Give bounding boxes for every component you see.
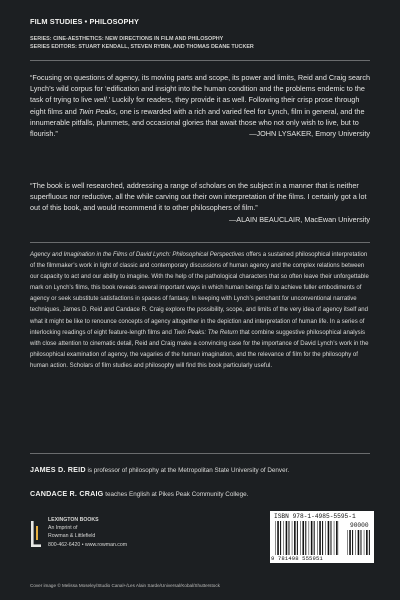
blurb-1 [30,72,370,139]
author-2-name: CANDACE R. CRAIG [30,489,104,498]
publisher-block [30,516,180,566]
middle-divider [30,242,370,243]
publisher-text [48,516,127,549]
category-line: FILM STUDIES • PHILOSOPHY [30,17,139,26]
author-bio-2 [30,489,370,498]
book-description [30,250,370,372]
isbn-number: ISBN 978-1-4985-5595-1 [274,513,356,520]
blurb-2 [30,180,370,225]
price-code: 90000 [350,522,369,529]
twin-peaks-return-italic: Twin Peaks: The Return [173,329,238,336]
isbn-barcode [270,511,374,563]
ean-digits: 9 781498 555951 [271,555,323,562]
barcode-bars [275,521,339,555]
description-part-2: that combine suggestive philosophical analysis with close attention to cinematic detail, Reid and Craig make a convincing case for the importance of David Lynch’s work in the philosophical examination of agency, the vagaries of the human imagination, and the relevance of film for the philosophy of human action. Scholars of film studies and philosophy will find this book particularly useful. [30,329,369,369]
blurb-2-text: “The book is well researched, addressing a range of scholars on the subject in a manner that is neither superfluous nor reductive, all the while carving out their own interpretation of the films. I certainly got a lot out of this book, and would recommend it to other philosophers of film.” [30,181,367,213]
author-1-name: JAMES D. REID [30,465,86,474]
blurb-1-text-a: “Focusing on questions of agency, its moving parts and scope, its power and limits, Reid and Craig search Lynch’s wild corpus for ‘edification and insight into the human condition and the problems endemic to the task of trying to live [30,73,370,105]
cover-image-credit: Cover image © Melissa Moseley/Studio Canal+/Les Alain Sarde/Universal/Kobal/Shutterstock [30,583,220,588]
publisher-imprint-line: An Imprint of [48,525,78,532]
blurb-1-emphasis: well [94,95,107,105]
blurb-1-text-b: .’ Luckily for readers, they provide it as well. Following their crisp prose through eight films and [30,95,360,116]
series-info [30,35,375,52]
blurb-1-attribution: —JOHN LYSAKER, Emory University [249,129,370,139]
lower-divider [30,453,370,454]
cover-header [30,17,375,52]
lexington-logo-icon [30,521,42,547]
series-title: SERIES: CINE-AESTHETICS: NEW DIRECTIONS IN FILM AND PHILOSOPHY [30,36,224,42]
book-title-italic: Agency and Imagination in the Films of David Lynch: Philosophical Perspectives [30,252,245,258]
blurb-1-text-c: , one is rewarded with a rich and varied feel for Lynch, film in general, and the innumerable pitfalls, plummets, and occasional glories that await those who not only wish to live, but to flourish.” [30,106,365,139]
top-divider [30,60,370,61]
author-2-bio: teaches English at Pikes Peak Community College. [103,491,249,498]
publisher-parent: Rowman & Littlefield [48,533,96,540]
description-part-1: offers a sustained philosophical interpretation of the filmmaker’s work in light of classic and contemporary discussions of human agency and the complex relations between our capacity to act and our ability to imagine. With the help of the pathological characters that so often leave their unforgettable mark on Lynch’s films, this book reveals several important ways in which human beings fail to achieve fuller embodiments of agency or seek substitute satisfactions in spaces of fantasy. In keeping with Lynch’s penchant for unconventional narrative techniques, James D. Reid and Candace R. Craig explore the possibility, scope, and limits of the very idea of agency itself and what it might be like to renounce concepts of agency altogether in the depiction and interpretation of human life. In a series of interlocking readings of eight feature-length films and [30,252,369,336]
publisher-contact: 800-462-6420 • www.rowman.com [48,541,128,548]
publisher-name: LEXINGTON BOOKS [48,517,99,523]
author-bio-1 [30,465,370,474]
price-addon-bars [347,530,371,555]
blurb-2-attribution: —ALAIN BEAUCLAIR, MacEwan University [228,214,370,224]
series-editors: SERIES EDITORS: STUART KENDALL, STEVEN RYBIN, AND THOMAS DEANE TUCKER [30,44,254,51]
author-1-bio: is professor of philosophy at the Metropolitan State University of Denver. [85,467,290,474]
blurb-1-twin-peaks: Twin Peaks [78,106,116,116]
